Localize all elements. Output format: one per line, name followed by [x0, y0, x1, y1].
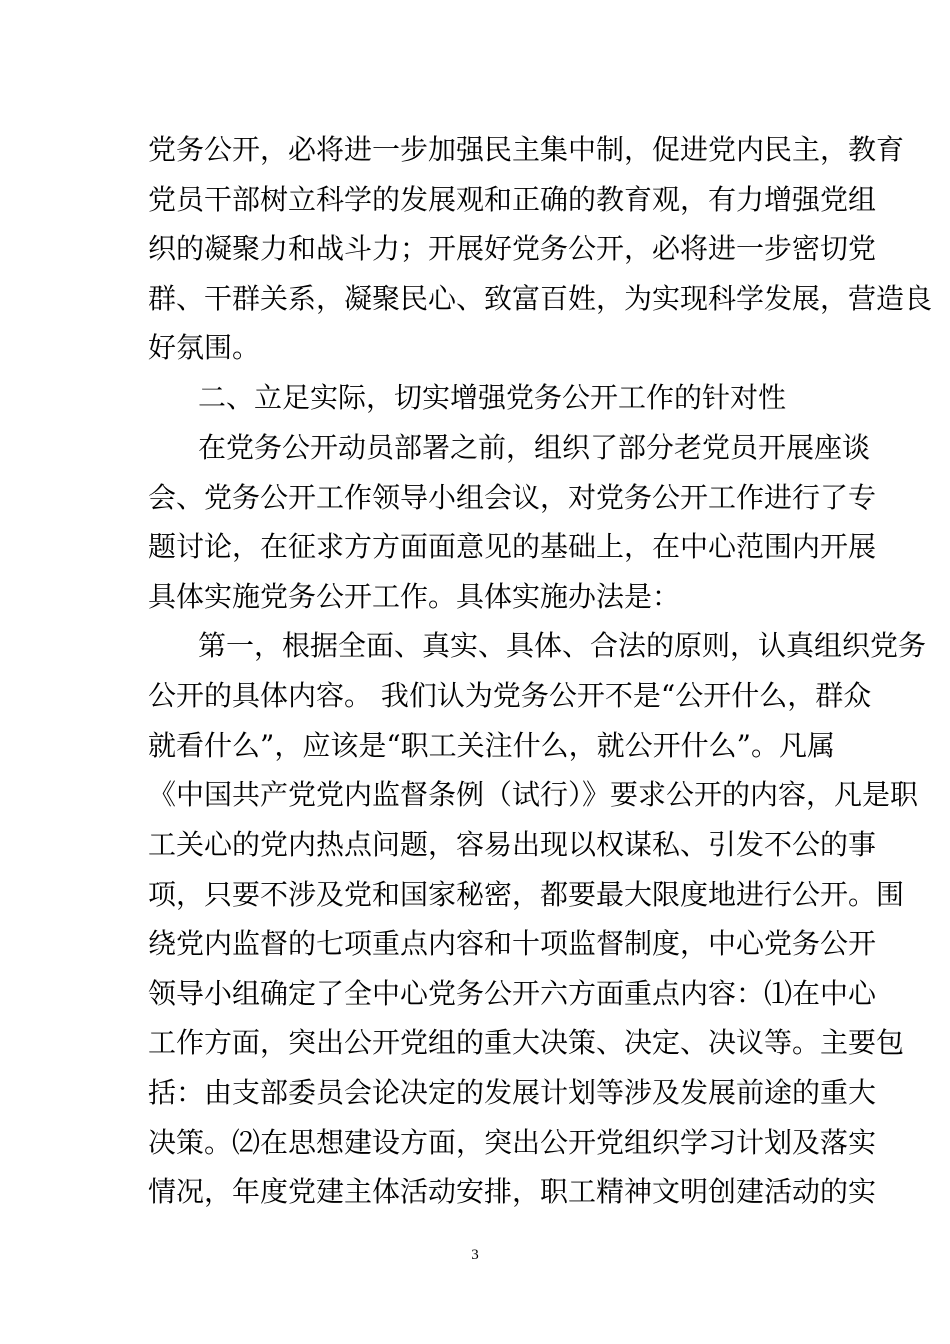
- paragraph-3-line-1: 第一，根据全面、真实、具体、合法的原则，认真组织党务: [198, 629, 927, 662]
- paragraph-1-line-3: 织的凝聚力和战斗力；开展好党务公开，必将进一步密切党: [148, 232, 877, 265]
- paragraph-3-line-12: 情况，年度党建主体活动安排，职工精神文明创建活动的实: [148, 1175, 877, 1208]
- paragraph-2-line-4: 具体实施党务公开工作。具体实施办法是：: [148, 580, 681, 613]
- paragraph-1-line-1: 党务公开，必将进一步加强民主集中制，促进党内民主，教育: [148, 133, 905, 166]
- paragraph-3-line-7: 绕党内监督的七项重点内容和十项监督制度，中心党务公开: [148, 927, 877, 960]
- paragraph-2-line-3: 题讨论，在征求方方面面意见的基础上，在中心范围内开展: [148, 530, 877, 563]
- paragraph-3-line-11: 决策。⑵在思想建设方面，突出公开党组织学习计划及落实: [148, 1126, 877, 1159]
- section-heading: 二、立足实际，切实增强党务公开工作的针对性: [198, 381, 787, 414]
- paragraph-2-line-1: 在党务公开动员部署之前，组织了部分老党员开展座谈: [198, 431, 871, 464]
- paragraph-1-line-5: 好氛围。: [148, 331, 261, 364]
- paragraph-3-line-8: 领导小组确定了全中心党务公开六方面重点内容：⑴在中心: [148, 977, 877, 1010]
- paragraph-3-line-4: 《中国共产党党内监督条例（试行）》要求公开的内容，凡是职: [148, 778, 919, 811]
- paragraph-1-line-2: 党员干部树立科学的发展观和正确的教育观，有力增强党组: [148, 183, 877, 216]
- paragraph-1-line-4: 群、干群关系，凝聚民心、致富百姓，为实现科学发展，营造良: [148, 282, 933, 315]
- paragraph-3-line-9: 工作方面，突出公开党组的重大决策、决定、决议等。主要包: [148, 1026, 905, 1059]
- paragraph-3-line-3: 就看什么”，应该是“职工关注什么，就公开什么”。凡属: [148, 729, 835, 762]
- paragraph-3-line-10: 括：由支部委员会论决定的发展计划等涉及发展前途的重大: [148, 1076, 877, 1109]
- paragraph-2-line-2: 会、党务公开工作领导小组会议，对党务公开工作进行了专: [148, 481, 877, 514]
- paragraph-3-line-5: 工关心的党内热点问题，容易出现以权谋私、引发不公的事: [148, 828, 877, 861]
- page-number: 3: [471, 1247, 479, 1263]
- paragraph-3-line-6: 项，只要不涉及党和国家秘密，都要最大限度地进行公开。围: [148, 878, 905, 911]
- paragraph-3-line-2: 公开的具体内容。 我们认为党务公开不是“公开什么，群众: [148, 679, 872, 712]
